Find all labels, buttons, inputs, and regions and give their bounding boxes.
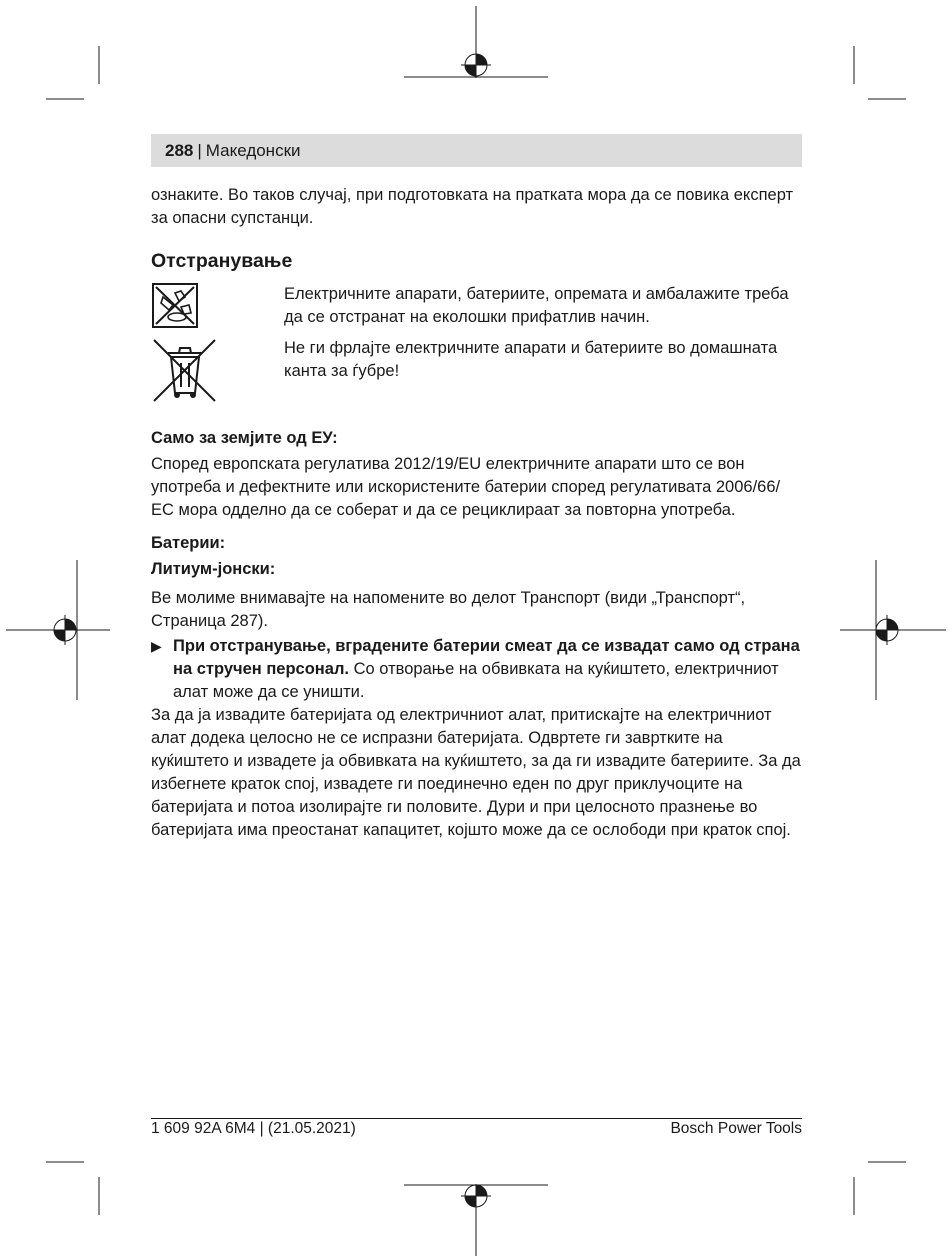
disposal-text-1: Електричните апарати, батериите, опремата и амбалажите треба да се отстранат на еколошки прифатлив начин. xyxy=(284,285,789,326)
page-header xyxy=(151,134,802,167)
battery-removal-paragraph: За да ја извадите батеријата од електричниот алат, притискајте на електричниот алат додека целосно не се испразни батеријата. Одвртете ги завртките на куќиштето и извадете ја обвивката на куќиштето, за да ги извадите батериите. За да избегнете краток спој, извадете ги поединечно еден по друг приклучоците на батеријата и потоа изолирајте ги половите. Дури и при целосното празнење во батеријата има преостанат капацитет, којшто може да се ослободи при краток спој. xyxy=(151,706,801,839)
crossed-out-wheelie-bin-icon xyxy=(151,337,219,405)
disposal-row-1 xyxy=(151,283,802,337)
transport-note: Ве молиме внимавајте на напомените во делот Транспорт (види „Транспорт“, Страница 287). xyxy=(151,589,746,630)
eu-heading: Само за земјите од ЕУ: xyxy=(151,429,338,447)
bullet-arrow-icon: ▶ xyxy=(151,638,162,654)
header-language: Македонски xyxy=(205,140,301,160)
battery-warning-bold: При отстранување, вградените батерии смеат да се извадат само од страна на стручен персонал. xyxy=(173,637,800,678)
lithium-ion-heading: Литиум-јонски: xyxy=(151,560,276,578)
battery-warning-text: Со отворање на обвивката на куќиштето, електричниот алат може да се уништи. xyxy=(173,660,779,701)
batteries-heading: Батерии: xyxy=(151,534,226,552)
disposal-text-2: Не ги фрлајте електричните апарати и батериите во домашната канта за ѓубре! xyxy=(284,339,778,380)
footer-document-id: 1 609 92A 6M4 | (21.05.2021) xyxy=(151,1120,356,1137)
eu-paragraph: Според европската регулатива 2012/19/EU електричните апарати што се вон употреба и дефектните или искористените батерии според регулативата 2006/66/ EC мора одделно да се соберат и да се рециклираат за повторна употреба. xyxy=(151,455,781,519)
disposal-row-2 xyxy=(151,337,802,423)
no-tool-battery-disposal-icon xyxy=(151,283,199,329)
disposal-heading: Отстранување xyxy=(151,250,293,272)
footer-brand: Bosch Power Tools xyxy=(670,1120,802,1137)
header-separator: | xyxy=(197,140,202,160)
battery-warning-bullet xyxy=(151,635,802,704)
page-content xyxy=(151,184,802,842)
page-number: 288 xyxy=(165,140,194,160)
footer-divider xyxy=(151,1118,802,1119)
intro-paragraph: ознаките. Во таков случај, при подготовката на пратката мора да се повика експерт за опасни супстанци. xyxy=(151,186,794,227)
